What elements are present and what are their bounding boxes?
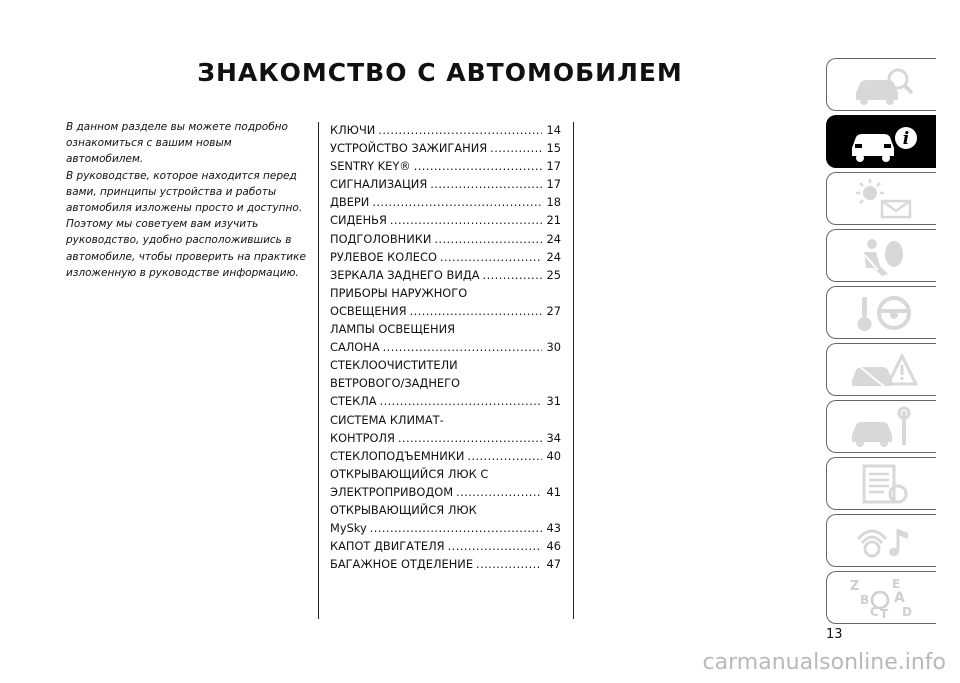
toc-page-number: 21 xyxy=(546,213,561,228)
toc-entry[interactable] xyxy=(330,465,561,501)
toc-entry[interactable] xyxy=(330,356,561,410)
toc-entry-line: ОТКРЫВАЮЩИЙСЯ ЛЮК С xyxy=(330,466,489,481)
toc-entry-title: СИГНАЛИЗАЦИЯ xyxy=(330,177,428,192)
toc-entry[interactable] xyxy=(330,248,561,266)
toc-entry-title: УСТРОЙСТВО ЗАЖИГАНИЯ xyxy=(330,141,488,156)
toc-entry[interactable] xyxy=(330,555,561,573)
toc-dot-leader xyxy=(383,338,542,356)
toc-page-number: 14 xyxy=(546,123,561,137)
toc-entry[interactable] xyxy=(330,411,561,447)
toc-entry[interactable] xyxy=(330,447,561,465)
toc-entry-title: СТЕКЛОПОДЪЕМНИКИ xyxy=(330,448,465,463)
toc-dot-leader xyxy=(398,429,542,447)
toc-entry[interactable] xyxy=(330,121,561,139)
toc-entry-title: КОНТРОЛЯ xyxy=(330,430,395,445)
tab-index[interactable] xyxy=(826,571,936,624)
svg-text:i: i xyxy=(902,128,909,149)
toc-entry-title: ЗЕРКАЛА ЗАДНЕГО ВИДА xyxy=(330,267,480,282)
page-number: 13 xyxy=(826,627,843,642)
car-maintenance-icon xyxy=(842,405,922,449)
toc-dot-leader xyxy=(372,193,542,211)
steering-key-icon xyxy=(842,291,922,335)
toc-entry-title: MySky xyxy=(330,521,367,536)
toc-entry-title: SENTRY KEY® xyxy=(330,159,411,174)
toc-page-number: 31 xyxy=(546,394,561,409)
tab-car-search[interactable] xyxy=(826,58,936,111)
toc-dot-leader xyxy=(490,139,542,157)
toc-dot-leader xyxy=(390,211,542,229)
column-divider-right xyxy=(573,122,574,619)
toc-dot-leader xyxy=(380,392,542,410)
toc-page-number: 47 xyxy=(546,557,561,572)
toc-dot-leader xyxy=(456,483,542,501)
toc-dot-leader xyxy=(370,519,542,537)
toc-dot-leader xyxy=(476,555,542,573)
toc-dot-leader xyxy=(434,230,542,248)
index-letter-icon: B xyxy=(859,592,869,607)
alphabetical-index-icon xyxy=(842,576,922,620)
toc-page-number: 18 xyxy=(546,195,561,210)
index-letter-icon: E xyxy=(891,576,900,591)
toc-page-number: 24 xyxy=(546,249,561,264)
toc-page-number: 15 xyxy=(546,141,561,156)
toc-entry-title: КЛЮЧИ xyxy=(330,123,376,137)
toc-dot-leader xyxy=(430,175,542,193)
toc-entry[interactable] xyxy=(330,175,561,193)
car-search-icon xyxy=(842,63,922,107)
airbag-safety-icon xyxy=(842,234,922,278)
toc-page-number: 27 xyxy=(546,303,561,318)
toc-entry-line: СИСТЕМА КЛИМАТ- xyxy=(330,412,444,427)
tab-emergency[interactable] xyxy=(826,343,936,396)
toc-entry-title: ЭЛЕКТРОПРИВОДОМ xyxy=(330,484,454,499)
index-letter-icon: C xyxy=(869,604,879,619)
toc-entry[interactable] xyxy=(330,266,561,284)
toc-entry-line: ВЕТРОВОГО/ЗАДНЕГО xyxy=(330,376,461,391)
toc-entry-title: СИДЕНЬЯ xyxy=(330,213,387,228)
toc-page-number: 34 xyxy=(546,430,561,445)
toc-entry[interactable] xyxy=(330,230,561,248)
toc-entry-title: ОСВЕЩЕНИЯ xyxy=(330,303,407,318)
toc-dot-leader xyxy=(483,266,542,284)
tab-warning-lights[interactable] xyxy=(826,172,936,225)
tab-car-info[interactable] xyxy=(826,115,936,168)
index-letter-icon: Z xyxy=(849,578,859,594)
toc-dot-leader xyxy=(448,537,542,555)
toc-entry-line: ОТКРЫВАЮЩИЙСЯ ЛЮК xyxy=(330,502,477,517)
watermark: carmanualsonline.info xyxy=(702,650,946,675)
tab-multimedia[interactable] xyxy=(826,514,936,567)
intro-paragraph: В данном разделе вы можете подробно ознакомиться с вашим новым автомобилем. xyxy=(66,121,288,166)
toc-page-number: 43 xyxy=(546,521,561,536)
toc-dot-leader xyxy=(414,157,542,175)
intro-paragraph: В руководстве, которое находится перед вами, принципы устройства и работы автомобиля изложены просто и доступно. Поэтому мы советуем вам изучить руководство, удобно расположившись в автомобиле, чтобы проверить на практике изложенную в руководстве информацию. xyxy=(66,169,306,279)
toc-page-number: 25 xyxy=(546,267,561,282)
toc-entry-title: РУЛЕВОЕ КОЛЕСО xyxy=(330,249,437,264)
index-letter-icon: D xyxy=(901,604,912,619)
toc-entry[interactable] xyxy=(330,139,561,157)
car-emergency-icon xyxy=(842,348,922,392)
column-divider-left xyxy=(318,122,319,619)
toc-entry-title: САЛОНА xyxy=(330,340,380,355)
tab-technical-data[interactable] xyxy=(826,457,936,510)
toc-entry[interactable] xyxy=(330,284,561,320)
toc-page-number: 41 xyxy=(546,484,561,499)
toc-entry-line: СТЕКЛООЧИСТИТЕЛИ xyxy=(330,358,458,373)
toc-entry-title: ДВЕРИ xyxy=(330,195,370,210)
tab-maintenance[interactable] xyxy=(826,400,936,453)
toc-entry[interactable] xyxy=(330,193,561,211)
toc-page-number: 17 xyxy=(546,159,561,174)
multimedia-icon xyxy=(842,519,922,563)
toc-page-number: 46 xyxy=(546,539,561,554)
toc-entry[interactable] xyxy=(330,537,561,555)
toc-dot-leader xyxy=(467,447,542,465)
intro-text xyxy=(66,119,311,281)
index-letter-icon: A xyxy=(893,589,905,606)
warning-light-envelope-icon xyxy=(842,177,922,221)
toc-page-number: 40 xyxy=(546,448,561,463)
table-of-contents xyxy=(330,121,561,573)
toc-entry-title: БАГАЖНОЕ ОТДЕЛЕНИЕ xyxy=(330,557,474,572)
tab-starting-driving[interactable] xyxy=(826,286,936,339)
tab-safety[interactable] xyxy=(826,229,936,282)
toc-entry-line: ЛАМПЫ ОСВЕЩЕНИЯ xyxy=(330,322,456,337)
toc-dot-leader xyxy=(440,248,542,266)
index-letter-icon: T xyxy=(879,606,888,620)
toc-dot-leader xyxy=(378,121,542,139)
toc-page-number: 30 xyxy=(546,340,561,355)
toc-entry-title: СТЕКЛА xyxy=(330,394,377,409)
toc-entry-title: ПОДГОЛОВНИКИ xyxy=(330,231,432,246)
toc-entry-title: КАПОТ ДВИГАТЕЛЯ xyxy=(330,539,445,554)
toc-page-number: 24 xyxy=(546,231,561,246)
technical-data-icon xyxy=(842,462,922,506)
car-info-icon xyxy=(842,120,922,164)
page-title: ЗНАКОМСТВО С АВТОМОБИЛЕМ xyxy=(197,58,683,87)
toc-entry[interactable] xyxy=(330,211,561,229)
toc-entry[interactable] xyxy=(330,320,561,356)
toc-entry-line: ПРИБОРЫ НАРУЖНОГО xyxy=(330,285,468,300)
toc-page-number: 17 xyxy=(546,177,561,192)
toc-dot-leader xyxy=(410,302,542,320)
toc-entry[interactable] xyxy=(330,157,561,175)
toc-entry[interactable] xyxy=(330,501,561,537)
